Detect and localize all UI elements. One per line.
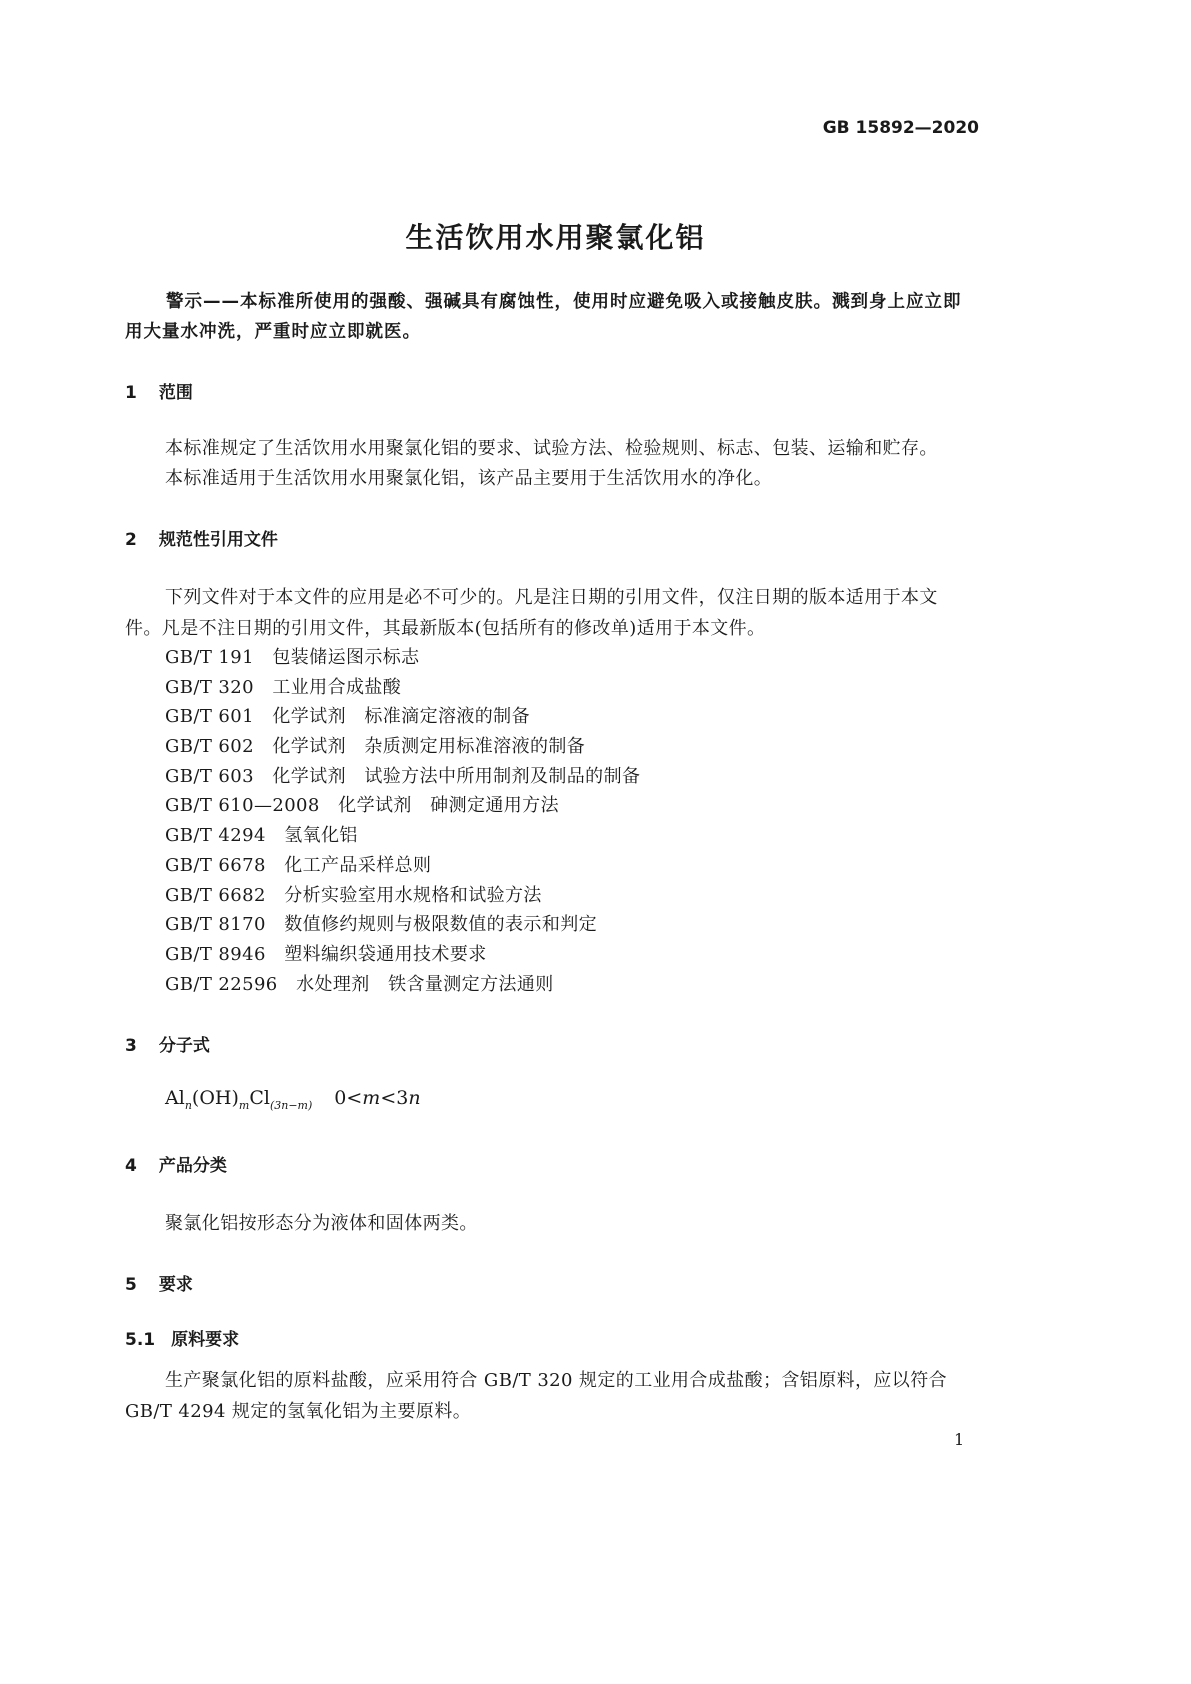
reference-code: GB/T 320 — [165, 676, 254, 698]
reference-code: GB/T 601 — [165, 706, 254, 728]
reference-code: GB/T 22596 — [165, 973, 278, 995]
reference-item — [165, 673, 640, 703]
formula-condition-var2: n — [408, 1087, 421, 1109]
section-4-paragraph: 聚氯化铝按形态分为液体和固体两类。 — [165, 1213, 478, 1234]
section-1-paragraph-2: 本标准适用于生活饮用水用聚氯化铝，该产品主要用于生活饮用水的净化。 — [165, 468, 773, 489]
section-2-heading — [125, 525, 278, 550]
formula-cl-subscript: (3n−m) — [269, 1098, 313, 1112]
formula-condition-var: m — [362, 1087, 381, 1109]
section-title: 范围 — [158, 383, 193, 403]
section-2-intro-line-1: 下列文件对于本文件的应用是必不可少的。凡是注日期的引用文件，仅注日期的版本适用于本文 — [165, 587, 938, 608]
section-5-1-paragraph-line-1: 生产聚氯化铝的原料盐酸，应采用符合 GB/T 320 规定的工业用合成盐酸；含铝原料，应以符合 — [165, 1370, 947, 1391]
reference-item — [165, 762, 640, 792]
reference-code: GB/T 4294 — [165, 825, 266, 847]
reference-title: 化学试剂 杂质测定用标准溶液的制备 — [272, 736, 586, 758]
reference-title: 化工产品采样总则 — [284, 854, 432, 876]
section-title: 产品分类 — [158, 1156, 227, 1176]
page-number: 1 — [954, 1430, 965, 1449]
reference-code: GB/T 6678 — [165, 854, 266, 876]
reference-title: 包装储运图示标志 — [272, 647, 420, 668]
section-1-heading — [125, 378, 193, 403]
reference-item — [165, 851, 640, 881]
section-number: 1 — [125, 383, 137, 403]
formula-al-subscript: n — [184, 1098, 192, 1112]
section-number: 2 — [125, 530, 137, 550]
formula-cl: Cl — [249, 1087, 270, 1109]
reference-title: 化学试剂 标准滴定溶液的制备 — [272, 706, 530, 728]
section-5-heading — [125, 1270, 193, 1295]
reference-title: 分析实验室用水规格和试验方法 — [284, 884, 542, 906]
subsection-number: 5.1 — [125, 1330, 156, 1350]
section-5-1-heading — [125, 1325, 239, 1350]
subsection-title: 原料要求 — [171, 1330, 240, 1350]
section-title: 分子式 — [158, 1036, 210, 1056]
reference-item — [165, 881, 640, 911]
reference-code: GB/T 603 — [165, 765, 254, 787]
reference-item — [165, 732, 640, 762]
reference-title: 化学试剂 砷测定通用方法 — [338, 795, 559, 817]
section-number: 5 — [125, 1275, 137, 1295]
reference-item — [165, 643, 640, 673]
formula-al: Al — [165, 1087, 185, 1109]
reference-code: GB/T 191 — [165, 647, 254, 668]
formula-oh: (OH) — [191, 1087, 239, 1109]
section-number: 3 — [125, 1036, 137, 1056]
reference-item — [165, 791, 640, 821]
formula-condition-right: <3 — [380, 1087, 409, 1109]
section-2-intro-line-2: 件。凡是不注日期的引用文件，其最新版本(包括所有的修改单)适用于本文件。 — [125, 618, 766, 639]
reference-title: 化学试剂 试验方法中所用制剂及制品的制备 — [272, 765, 641, 787]
reference-item — [165, 940, 640, 970]
formula-oh-subscript: m — [238, 1098, 250, 1112]
section-4-heading — [125, 1151, 227, 1176]
reference-title: 塑料编织袋通用技术要求 — [284, 943, 487, 965]
reference-code: GB/T 610—2008 — [165, 795, 320, 817]
section-title: 要求 — [158, 1275, 193, 1295]
section-5-1-paragraph-line-2: GB/T 4294 规定的氢氧化铝为主要原料。 — [125, 1401, 472, 1422]
reference-code: GB/T 8946 — [165, 943, 266, 965]
reference-item — [165, 702, 640, 732]
reference-item — [165, 910, 640, 940]
reference-title: 工业用合成盐酸 — [272, 676, 402, 698]
standard-code: GB 15892—2020 — [822, 118, 979, 138]
warning-line-2: 用大量水冲洗，严重时应立即就医。 — [125, 322, 421, 342]
document-title: 生活饮用水用聚氯化铝 — [405, 221, 706, 254]
section-title: 规范性引用文件 — [158, 530, 278, 550]
warning-line-1: 警示——本标准所使用的强酸、强碱具有腐蚀性，使用时应避免吸入或接触皮肤。溅到身上应立即 — [166, 292, 962, 312]
reference-item — [165, 970, 640, 1000]
reference-title: 水处理剂 铁含量测定方法通则 — [296, 973, 554, 995]
reference-item — [165, 821, 640, 851]
reference-list — [165, 643, 640, 999]
reference-title: 数值修约规则与极限数值的表示和判定 — [284, 914, 598, 936]
reference-title: 氢氧化铝 — [284, 825, 358, 847]
reference-code: GB/T 602 — [165, 736, 254, 758]
reference-code: GB/T 6682 — [165, 884, 266, 906]
molecular-formula — [165, 1087, 421, 1112]
section-1-paragraph-1: 本标准规定了生活饮用水用聚氯化铝的要求、试验方法、检验规则、标志、包装、运输和贮存。 — [165, 438, 938, 459]
reference-code: GB/T 8170 — [165, 914, 266, 936]
section-number: 4 — [125, 1156, 137, 1176]
formula-condition-left: 0< — [334, 1087, 363, 1109]
section-3-heading — [125, 1031, 210, 1056]
